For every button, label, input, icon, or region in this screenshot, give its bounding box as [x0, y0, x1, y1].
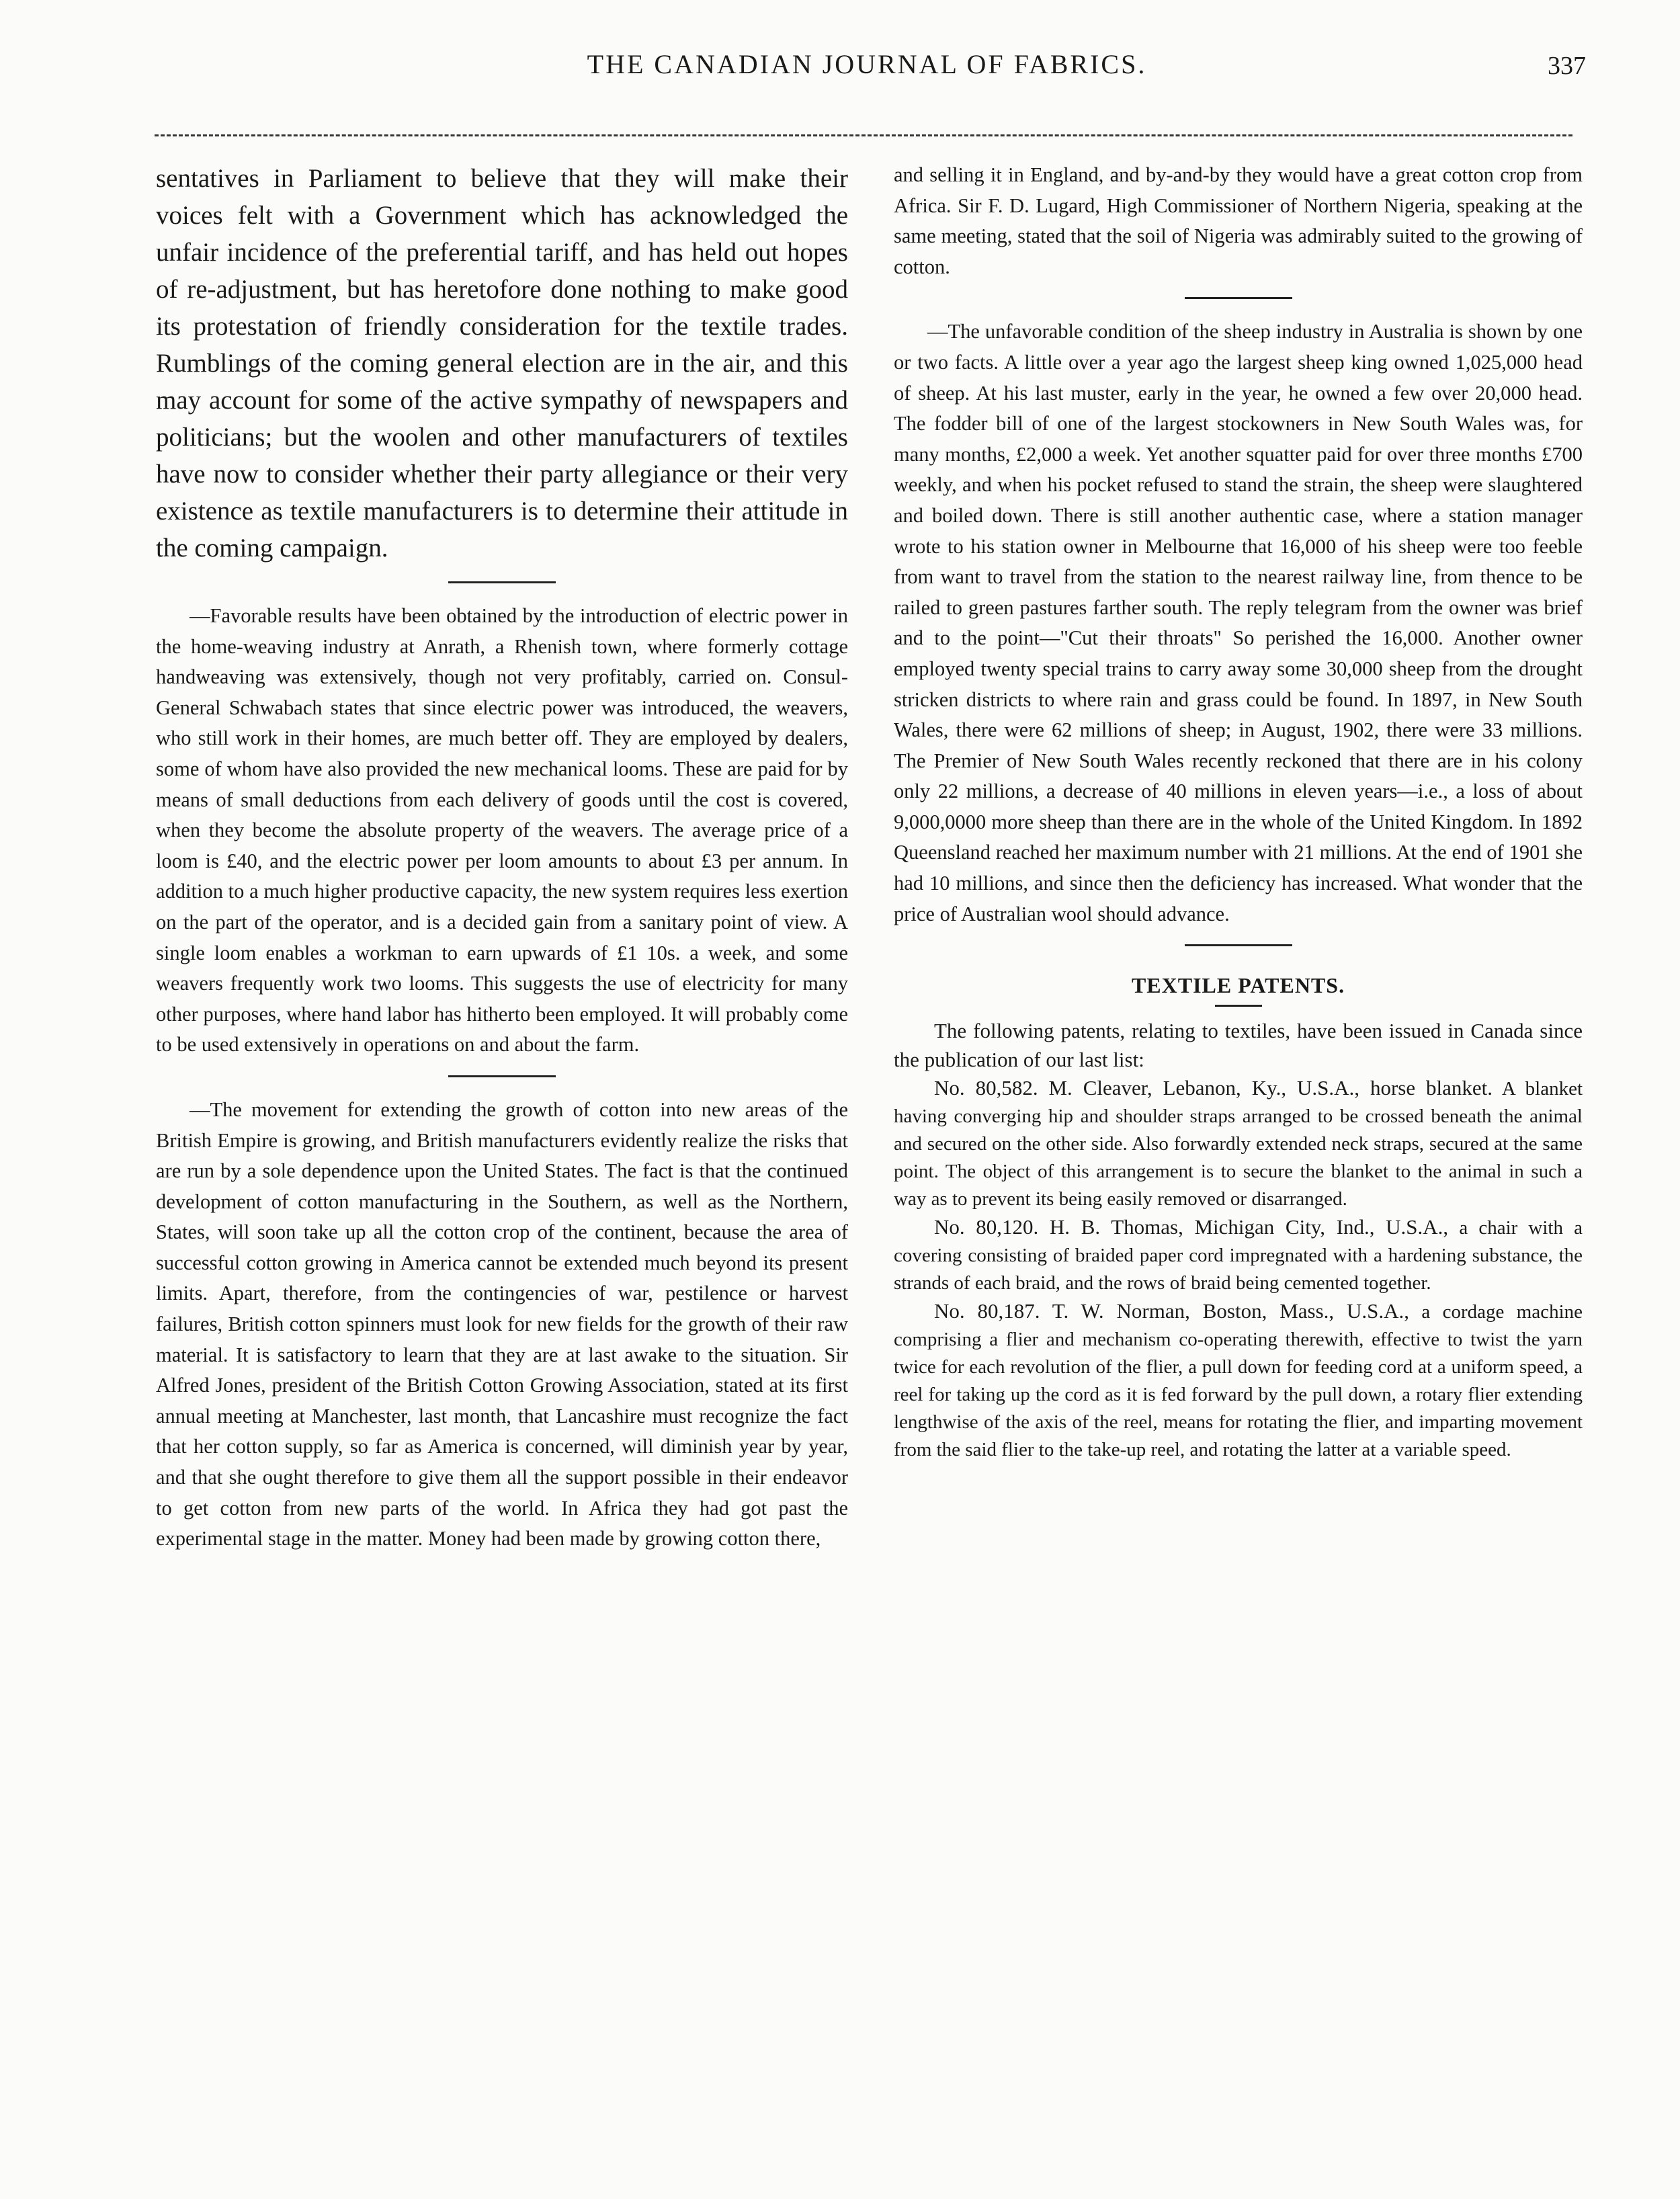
patent-number: No. 80,582. M. Cleaver, Lebanon, Ky., U.S.A., horse blanket.: [934, 1076, 1493, 1100]
patents-intro: The following patents, relating to textiles, have been issued in Canada since the publication of our last list:: [894, 1019, 1583, 1072]
patent-number: No. 80,120. H. B. Thomas, Michigan City, Ind., U.S.A.,: [934, 1215, 1449, 1239]
tariff-paragraph: sentatives in Parliament to believe that they will make their voices felt with a Government which has acknowledged the unfair incidence of the preferential tariff, and has held out hopes of re-adjustment, but has heretofore done nothing to make good its protestation of friendly consideration for the textile trades. Rumblings of the coming general election are in the air, and this may account for some of the active sympathy of newspapers and politicians; but the woolen and other manufacturers of textiles have now to consider whether their party allegiance or their very existence as textile manufacturers is to determine their attitude in the coming campaign.: [156, 164, 848, 563]
page-header: [134, 48, 1599, 89]
patents-heading: TEXTILE PATENTS.: [1131, 973, 1345, 998]
cotton-continued-paragraph: and selling it in England, and by-and-by they would have a great cotton crop from Africa. Sir F. D. Lugard, High Commissioner of Northern Nigeria, speaking at the same meeting, stated that the soil of Nigeria was admirably suited to the growing of cotton.: [894, 163, 1583, 278]
right-column: [894, 160, 1583, 1464]
patent-entry: [894, 1074, 1583, 1213]
patent-description: a cordage machine comprising a flier and mechanism co-operating therewith, effective to twist the yarn twice for each revolution of the flier, a pull down for feeding cord at a uniform speed, a reel for taking up the cord as it is fed forward by the pull down, a rotary flier extending lengthwise of the axis of the reel, means for rotating the flier, and imparting movement from the said flier to the take-up reel, and rotating the latter at a variable speed.: [894, 1301, 1583, 1461]
sheep-paragraph: —The unfavorable condition of the sheep industry in Australia is shown by one or two facts. A little over a year ago the largest sheep king owned 1,025,000 head of sheep. At his last muster, early in the year, he owned a few over 20,000 head. The fodder bill of one of the largest stockowners in New South Wales was, for many months, £2,000 a week. Yet another squatter paid for over three months £700 weekly, and when his pocket refused to stand the strain, the sheep were slaughtered and boiled down. There is still another authentic case, where a station manager wrote to his station owner in Melbourne that 16,000 of his sheep were too feeble from want to travel from the station to the nearest railway line, from thence to be railed to green pastures farther south. The reply telegram from the owner was brief and to the point—"Cut their throats" So perished the 16,000. Another owner employed twenty special trains to carry away some 30,000 sheep from the drought stricken districts to where rain and grass could be found. In 1897, in New South Wales, there were 62 millions of sheep; in August, 1902, there were 33 millions. The Premier of New South Wales recently reckoned that there are in his colony only 22 millions, a decrease of 40 millions in eleven years—i.e., a loss of about 9,000,0000 more sheep than there are in the whole of the United Kingdom. In 1892 Queensland reached her maximum number with 21 millions. At the end of 1901 she had 10 millions, and since then the deficiency has increased. What wonder that the price of Australian wool should advance.: [894, 320, 1583, 925]
heading-divider: [1215, 1005, 1262, 1007]
patent-entry: [894, 1297, 1583, 1464]
patent-entry: [894, 1213, 1583, 1297]
cotton-paragraph: —The movement for extending the growth of cotton into new areas of the British Empire is growing, and British manufacturers evidently realize the risks that are run by a sole dependence upon the United States. The fact is that the continued development of cotton manufacturing in the Southern, as well as the Northern, States, will soon take up all the cotton crop of the continent, because the area of successful cotton growing in America cannot be extended much beyond its present limits. Apart, therefore, from the contingencies of war, pestilence or harvest failures, British cotton spinners must look for new fields for the growth of their raw material. It is satisfactory to learn that they are at last awake to the situation. Sir Alfred Jones, president of the British Cotton Growing Association, stated at its first annual meeting at Manchester, last month, that Lancashire must recognize the fact that her cotton supply, so far as America is concerned, will diminish year by year, and that she ought therefore to give them all the support possible in their endeavor to get cotton from new parts of the world. In Africa they had got past the experimental stage in the matter. Money had been made by growing cotton there,: [156, 1097, 848, 1550]
patent-description: a chair with a covering consisting of braided paper cord impregnated with a hardening substance, the strands of each braid, and the rows of braid being cemented together.: [894, 1217, 1583, 1294]
section-divider: [1185, 944, 1292, 946]
journal-title: THE CANADIAN JOURNAL OF FABRICS.: [587, 49, 1147, 79]
patent-description: A blanket having converging hip and shoulder straps arranged to be crossed beneath the animal and secured on the other side. Also forwardly extended neck straps, secured at the same point. The object of this arrangement is to secure the blanket to the animal in such a way as to prevent its being easily removed or disarranged.: [894, 1078, 1583, 1210]
section-divider: [1185, 297, 1292, 299]
patent-number: No. 80,187. T. W. Norman, Boston, Mass., U.S.A.,: [934, 1299, 1410, 1323]
section-divider: [448, 581, 556, 583]
electric-power-paragraph: —Favorable results have been obtained by the introduction of electric power in the home-weaving industry at Anrath, a Rhenish town, where formerly cottage handweaving was extensively, though not very profitably, carried on. Consul-General Schwabach states that since electric power was introduced, the weavers, who still work in their homes, are much better off. They are employed by dealers, some of whom have also provided the new mechanical looms. These are paid for by means of small deductions from each delivery of goods until the cost is covered, when they become the absolute property of the weavers. The average price of a loom is £40, and the electric power per loom amounts to about £3 per annum. In addition to a much higher productive capacity, the new system requires less exertion on the part of the operator, and is a decided gain from a sanitary point of view. A single loom enables a workman to earn upwards of £1 10s. a week, and some weavers frequently work two looms. This suggests the use of electricity for many other purposes, where hand labor has hitherto been employed. It will probably come to be used extensively in operations on and about the farm.: [156, 604, 848, 1056]
page-number: 337: [1548, 52, 1586, 80]
section-divider: [448, 1075, 556, 1077]
left-column: [156, 160, 848, 1554]
header-divider: [155, 134, 1572, 136]
